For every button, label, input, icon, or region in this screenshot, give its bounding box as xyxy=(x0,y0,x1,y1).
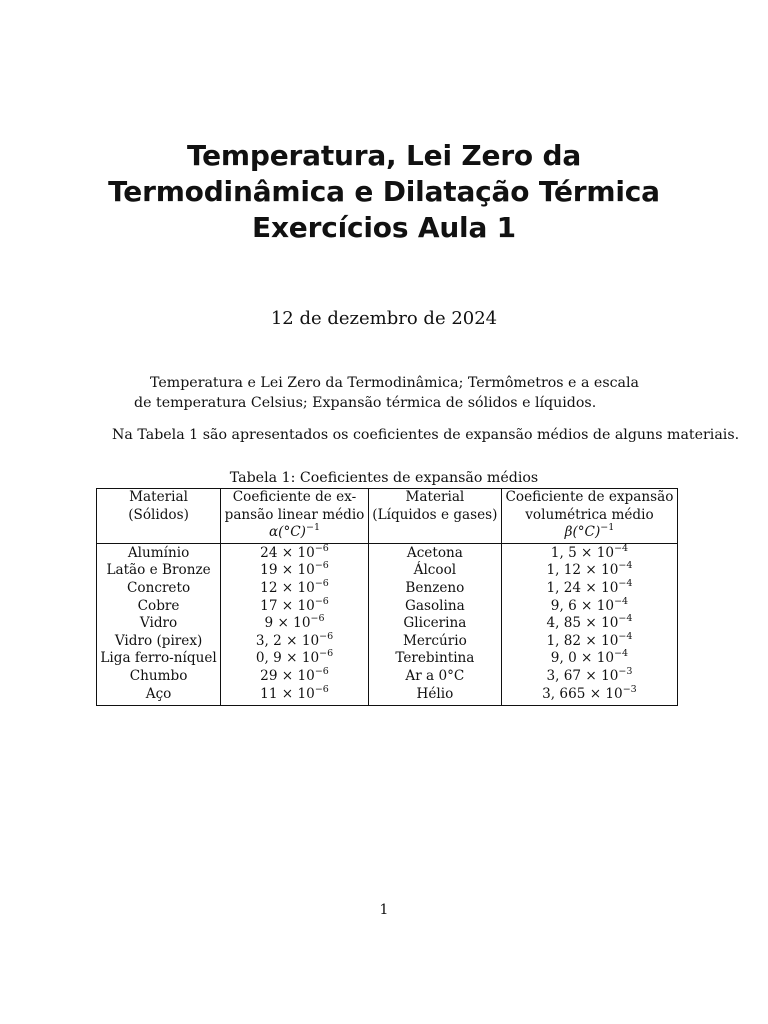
cell-solid xyxy=(97,562,221,580)
header-line: (Líquidos e gases) xyxy=(372,506,498,523)
intro-paragraph: Na Tabela 1 são apresentados os coeficientes de expansão médios de alguns materiais. xyxy=(112,427,740,443)
cell-alpha-exponent: −6 xyxy=(319,648,334,660)
cell-beta-value: 1, 5 × 10 xyxy=(550,544,615,561)
cell-beta xyxy=(501,543,677,562)
cell-alpha-value: 24 × 10 xyxy=(260,544,315,561)
header-line: Material xyxy=(405,489,465,505)
cell-beta-exponent: −4 xyxy=(614,595,629,607)
cell-beta xyxy=(501,650,677,668)
header-unit-symbol: α(°C) xyxy=(268,524,306,541)
cell-beta-value: 3, 67 × 10 xyxy=(546,667,619,684)
table-row xyxy=(97,686,678,706)
cell-alpha xyxy=(221,577,369,598)
cell-fluid-value: Ar a 0°C xyxy=(405,667,465,684)
cell-fluid xyxy=(368,686,501,706)
header-unit-exponent: −1 xyxy=(305,522,320,534)
cell-solid-value: Concreto xyxy=(126,579,191,596)
cell-alpha-value: 9 × 10 xyxy=(264,615,311,632)
cell-alpha-exponent: −6 xyxy=(314,665,329,677)
cell-beta xyxy=(501,595,677,616)
cell-fluid-value: Benzeno xyxy=(405,579,465,596)
header-unit xyxy=(224,524,365,542)
header-volumetric-coefficient xyxy=(501,489,677,544)
cell-solid-value: Latão e Bronze xyxy=(106,562,211,579)
table-row xyxy=(97,668,678,686)
cell-fluid xyxy=(368,543,501,562)
cell-beta-value: 1, 24 × 10 xyxy=(546,579,619,596)
cell-fluid-value: Álcool xyxy=(413,562,457,579)
cell-beta-exponent: −4 xyxy=(618,613,633,625)
cell-beta-value: 1, 82 × 10 xyxy=(546,632,619,649)
header-line: Coeficiente de ex- xyxy=(232,489,357,505)
cell-beta xyxy=(501,665,677,686)
cell-alpha-exponent: −6 xyxy=(314,542,329,554)
cell-solid xyxy=(97,668,221,686)
cell-solid-value: Vidro (pirex) xyxy=(114,632,203,649)
table-row xyxy=(97,633,678,651)
cell-beta-exponent: −3 xyxy=(618,665,633,677)
cell-solid xyxy=(97,686,221,706)
table-row xyxy=(97,562,678,580)
header-line: Material xyxy=(129,489,188,505)
cell-solid-value: Vidro xyxy=(139,615,178,632)
header-line: (Sólidos) xyxy=(128,506,189,523)
header-line: Coeficiente de expansão xyxy=(505,489,674,505)
cell-solid xyxy=(97,650,221,668)
cell-fluid-value: Acetona xyxy=(406,544,463,561)
cell-beta xyxy=(501,615,677,633)
cell-beta xyxy=(501,683,677,706)
cell-fluid xyxy=(368,633,501,651)
cell-fluid-value: Terebintina xyxy=(395,650,475,667)
cell-fluid-value: Hélio xyxy=(416,685,454,702)
cell-beta xyxy=(501,562,677,580)
header-line: pansão linear médio xyxy=(224,506,365,523)
header-line: volumétrica médio xyxy=(525,506,654,523)
cell-solid-value: Chumbo xyxy=(129,667,188,684)
cell-alpha xyxy=(221,543,369,562)
title-line: Exercícios Aula 1 xyxy=(252,211,516,244)
header-unit-exponent: −1 xyxy=(600,522,615,534)
cell-alpha-value: 29 × 10 xyxy=(260,667,315,684)
cell-solid xyxy=(97,615,221,633)
cell-alpha-exponent: −6 xyxy=(314,577,329,589)
cell-alpha-exponent: −6 xyxy=(314,595,329,607)
cell-alpha xyxy=(221,615,369,633)
cell-solid-value: Liga ferro-níquel xyxy=(100,650,217,667)
document-title xyxy=(0,138,768,246)
cell-beta-exponent: −3 xyxy=(622,683,637,695)
cell-fluid xyxy=(368,668,501,686)
cell-beta xyxy=(501,577,677,598)
title-line: Temperatura, Lei Zero da xyxy=(186,139,582,172)
cell-alpha-value: 17 × 10 xyxy=(260,597,315,614)
cell-fluid-value: Glicerina xyxy=(403,615,467,632)
cell-beta-exponent: −4 xyxy=(614,648,629,660)
cell-alpha-value: 12 × 10 xyxy=(260,579,315,596)
cell-alpha-exponent: −6 xyxy=(319,630,334,642)
cell-beta-exponent: −4 xyxy=(618,560,633,572)
abstract: Temperatura e Lei Zero da Termodinâmica; Termômetros e a escala de temperatura Celsius; Expansão térmica de sólidos e líquidos. xyxy=(134,375,640,411)
table-row xyxy=(97,650,678,668)
cell-beta-value: 9, 6 × 10 xyxy=(550,597,615,614)
header-unit xyxy=(505,524,674,542)
cell-beta-value: 4, 85 × 10 xyxy=(546,615,619,632)
cell-alpha xyxy=(221,562,369,580)
header-unit-symbol: β(°C) xyxy=(564,524,601,541)
cell-alpha xyxy=(221,630,369,651)
table-row xyxy=(97,615,678,633)
table-body xyxy=(97,543,678,705)
cell-beta xyxy=(501,630,677,651)
cell-fluid xyxy=(368,580,501,598)
cell-solid-value: Alumínio xyxy=(127,544,190,561)
cell-fluid-value: Mercúrio xyxy=(402,632,467,649)
cell-beta-exponent: −4 xyxy=(614,542,629,554)
header-material-fluids xyxy=(368,489,501,544)
cell-beta-value: 3, 665 × 10 xyxy=(542,685,623,702)
table-row xyxy=(97,598,678,616)
expansion-coefficients-table xyxy=(96,488,678,706)
cell-fluid xyxy=(368,650,501,668)
cell-beta-exponent: −4 xyxy=(618,577,633,589)
cell-alpha-value: 3, 2 × 10 xyxy=(255,632,320,649)
cell-solid-value: Aço xyxy=(145,685,172,702)
cell-alpha xyxy=(221,595,369,616)
cell-solid-value: Cobre xyxy=(137,597,180,614)
cell-solid xyxy=(97,598,221,616)
cell-fluid xyxy=(368,598,501,616)
cell-beta-value: 9, 0 × 10 xyxy=(550,650,615,667)
page-number: 1 xyxy=(379,902,389,918)
cell-beta-value: 1, 12 × 10 xyxy=(546,562,619,579)
cell-solid xyxy=(97,580,221,598)
cell-fluid xyxy=(368,562,501,580)
cell-alpha-value: 0, 9 × 10 xyxy=(255,650,320,667)
table-header-row xyxy=(97,489,678,544)
header-linear-coefficient xyxy=(221,489,369,544)
cell-alpha-exponent: −6 xyxy=(310,613,325,625)
header-material-solids xyxy=(97,489,221,544)
cell-fluid-value: Gasolina xyxy=(405,597,465,614)
title-line: Termodinâmica e Dilatação Térmica xyxy=(108,175,660,208)
cell-alpha xyxy=(221,665,369,686)
cell-alpha-value: 11 × 10 xyxy=(260,685,315,702)
cell-solid xyxy=(97,543,221,562)
cell-alpha xyxy=(221,683,369,706)
table-row xyxy=(97,580,678,598)
document-date: 12 de dezembro de 2024 xyxy=(270,308,498,329)
cell-alpha-value: 19 × 10 xyxy=(260,562,315,579)
cell-alpha-exponent: −6 xyxy=(314,560,329,572)
table-caption: Tabela 1: Coeficientes de expansão médios xyxy=(229,470,539,486)
table-row xyxy=(97,543,678,562)
cell-beta-exponent: −4 xyxy=(618,630,633,642)
cell-alpha-exponent: −6 xyxy=(314,683,329,695)
cell-solid xyxy=(97,633,221,651)
cell-alpha xyxy=(221,650,369,668)
cell-fluid xyxy=(368,615,501,633)
